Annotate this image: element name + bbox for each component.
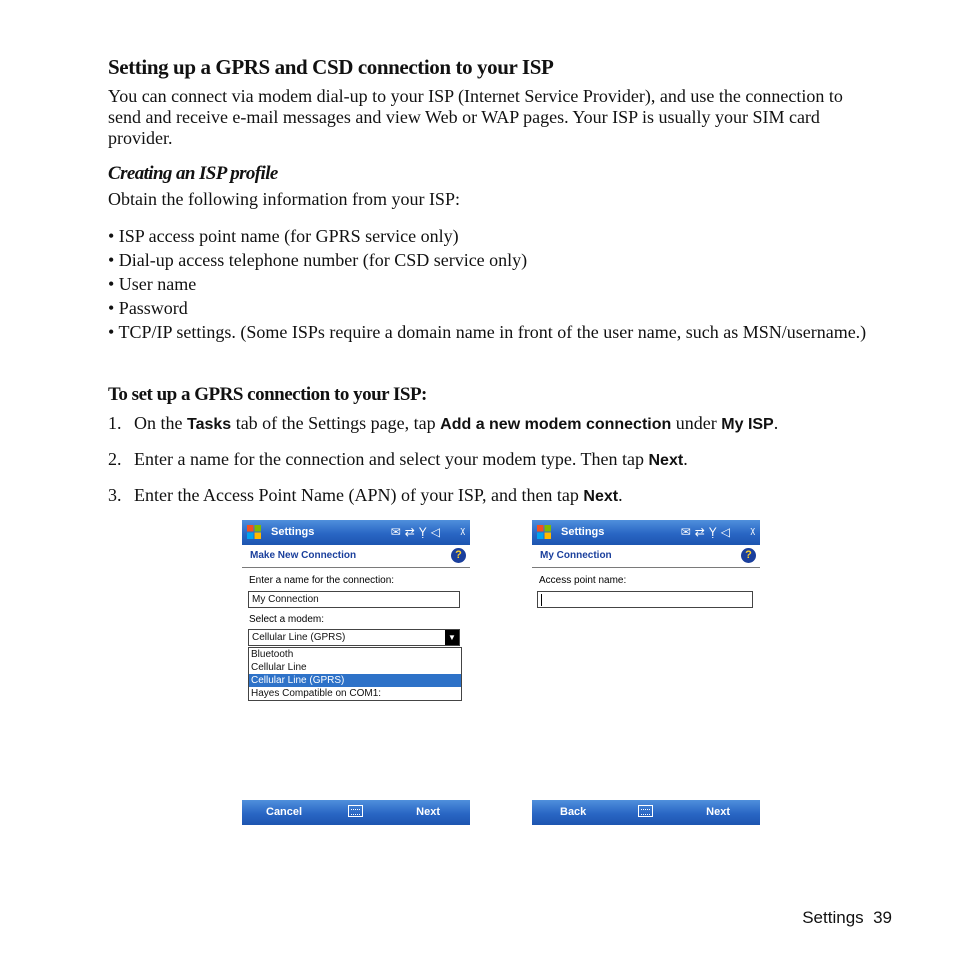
access-point-name-input[interactable] [537,591,753,608]
ui-term-my-isp: My ISP [721,416,774,433]
ui-term-next: Next [583,488,619,505]
soft-key-bar [242,800,470,825]
windows-start-icon[interactable] [246,524,262,540]
cancel-button[interactable]: Cancel [266,806,303,818]
dropdown-option[interactable]: Cellular Line [251,662,307,673]
soft-key-bar [532,800,760,825]
name-label: Enter a name for the connection: [249,575,395,586]
title-bar [532,520,760,545]
page-title: Make New Connection [250,550,357,561]
step-3 [108,485,623,506]
info-intro: Obtain the following information from your ISP: [108,189,460,209]
divider [532,567,760,568]
windows-start-icon[interactable] [536,524,552,540]
list-item: • User name [108,274,197,294]
step-text: under [671,413,722,433]
step-text: On the [134,413,187,433]
next-button[interactable]: Next [416,806,440,818]
status-icons[interactable]: ✉⇄Ỵ◁ [680,525,734,539]
intro-paragraph: You can connect via modem dial-up to your ISP (Internet Service Provider), and use the connection to send and receive e-mail messages and view Web or WAP pages. Your ISP is usually your SIM card provider. [108,86,843,148]
next-button[interactable]: Next [706,806,730,818]
chevron-down-icon[interactable]: ▼ [445,630,459,645]
screenshot-make-new-connection [242,520,470,825]
step-text: Enter the Access Point Name (APN) of your ISP, and then tap [134,485,584,505]
text-cursor [541,594,542,606]
volume-icon[interactable]: ᵡ [750,524,755,539]
help-icon[interactable]: ? [741,548,756,563]
modem-dropdown-list[interactable] [248,647,462,701]
volume-icon[interactable]: ᵡ [460,524,465,539]
step-text: tab of the Settings page, tap [231,413,441,433]
window-title: Settings [561,526,605,538]
step-2 [108,449,688,470]
connection-name-input[interactable]: My Connection [248,591,460,608]
procedure-title: To set up a GPRS connection to your ISP: [108,384,427,405]
step-text: . [618,485,623,505]
ui-term-tasks: Tasks [187,416,232,433]
dropdown-option[interactable]: Hayes Compatible on COM1: [251,688,382,699]
step-number: 2. [108,449,122,469]
divider [242,567,470,568]
list-item: • Dial-up access telephone number (for CSD service only) [108,250,528,270]
modem-select[interactable] [248,629,460,646]
step-number: 1. [108,413,122,433]
step-text: . [683,449,688,469]
list-item: • TCP/IP settings. (Some ISPs require a domain name in front of the user name, such as MSN/username.) [108,322,867,342]
step-text: . [773,413,779,433]
section-heading: Setting up a GPRS and CSD connection to your ISP [108,55,554,79]
list-item: • ISP access point name (for GPRS service only) [108,226,459,246]
page-footer: Settings 39 [802,908,892,927]
page-title: My Connection [540,550,612,561]
dropdown-option[interactable]: Bluetooth [251,649,294,660]
help-icon[interactable]: ? [451,548,466,563]
keyboard-icon[interactable] [638,805,653,817]
ui-term-next: Next [648,452,684,469]
window-title: Settings [271,526,315,538]
apn-label: Access point name: [539,575,627,586]
step-text: Enter a name for the connection and select your modem type. Then tap [134,449,649,469]
step-number: 3. [108,485,122,505]
title-bar [242,520,470,545]
modem-label: Select a modem: [249,614,325,625]
info-list [108,224,878,343]
back-button[interactable]: Back [560,806,587,818]
step-1 [108,413,778,434]
screenshot-my-connection [532,520,760,825]
subsection-heading: Creating an ISP profile [108,163,278,184]
modem-select-value: Cellular Line (GPRS) [252,632,346,643]
keyboard-icon[interactable] [348,805,363,817]
status-icons[interactable]: ✉⇄Ỵ◁ [390,525,444,539]
list-item: • Password [108,298,188,318]
ui-term-add-connection: Add a new modem connection [440,416,672,433]
dropdown-option-selected[interactable]: Cellular Line (GPRS) [249,674,461,687]
